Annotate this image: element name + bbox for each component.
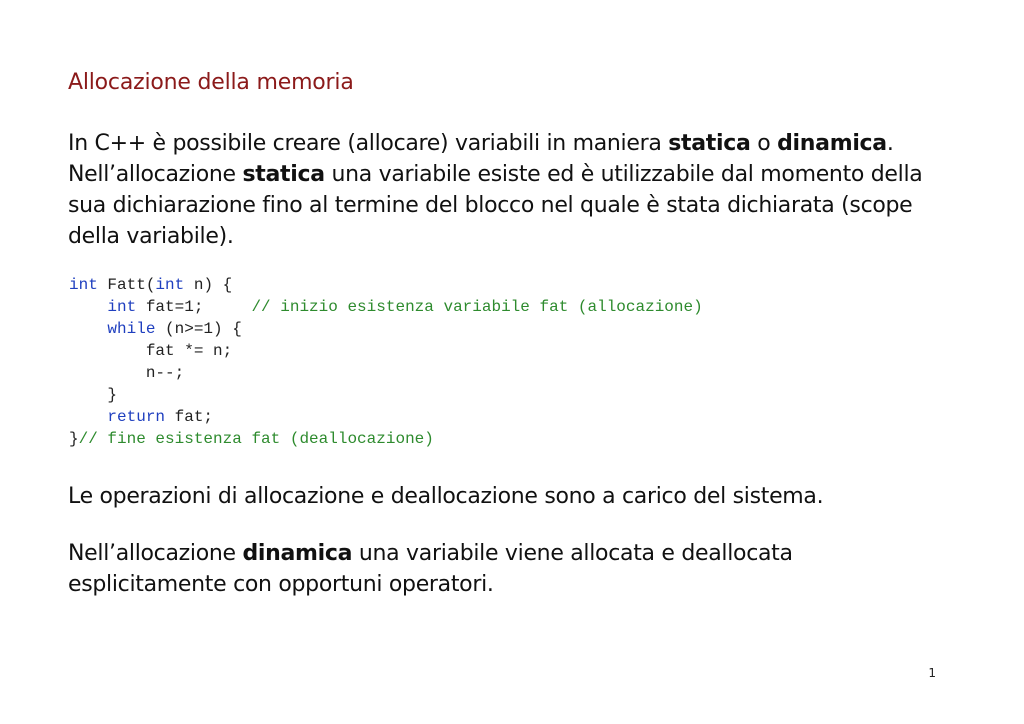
code-text: n--; bbox=[145, 364, 185, 382]
dynamic-line-1 bbox=[68, 538, 793, 569]
slide-title: Allocazione della memoria bbox=[68, 70, 354, 95]
code-line-6 bbox=[69, 386, 117, 404]
code-text: } bbox=[69, 430, 79, 448]
keyword: int bbox=[69, 276, 98, 294]
code-comment: // fine esistenza fat (deallocazione) bbox=[78, 430, 434, 448]
code-text: n) { bbox=[184, 276, 233, 294]
code-line-7 bbox=[69, 408, 213, 426]
intro-paragraph bbox=[68, 128, 922, 252]
system-paragraph: Le operazioni di allocazione e deallocazione sono a carico del sistema. bbox=[68, 484, 824, 509]
intro-line-4: della variabile). bbox=[68, 224, 234, 249]
text-run: una variabile viene allocata e deallocata bbox=[352, 541, 793, 566]
code-text: (n>=1) { bbox=[155, 320, 242, 338]
text-run: . bbox=[886, 131, 894, 156]
page-number: 1 bbox=[928, 666, 936, 680]
code-text: } bbox=[107, 386, 118, 404]
code-line-5 bbox=[69, 364, 184, 382]
code-line-8 bbox=[69, 430, 434, 448]
text-run: o bbox=[750, 131, 778, 156]
keyword: int bbox=[155, 276, 185, 294]
code-line-1 bbox=[69, 276, 232, 294]
code-line-2 bbox=[69, 298, 703, 316]
code-text: fat=1; bbox=[136, 298, 252, 316]
keyword: while bbox=[107, 320, 156, 338]
code-text: fat *= n; bbox=[145, 342, 233, 360]
text-run: Nell’allocazione bbox=[68, 541, 243, 566]
intro-line-2 bbox=[68, 159, 922, 190]
emphasis-dinamica: dinamica bbox=[242, 541, 353, 566]
text-run: In C++ è possibile creare (allocare) variabili in maniera bbox=[68, 131, 669, 156]
intro-line-3: sua dichiarazione fino al termine del blocco nel quale è stata dichiarata (scope bbox=[68, 193, 913, 218]
intro-line-1 bbox=[68, 128, 922, 159]
keyword: int bbox=[107, 298, 137, 316]
emphasis-statica: statica bbox=[668, 131, 751, 156]
dynamic-paragraph bbox=[68, 538, 793, 600]
dynamic-line-2: esplicitamente con opportuni operatori. bbox=[68, 572, 494, 597]
text-run: una variabile esiste ed è utilizzabile dal momento della bbox=[324, 162, 923, 187]
code-comment: // inizio esistenza variabile fat (allocazione) bbox=[251, 298, 703, 316]
code-text: fat; bbox=[165, 408, 214, 426]
text-run: Nell’allocazione bbox=[68, 162, 243, 187]
keyword: return bbox=[107, 408, 166, 426]
code-line-4 bbox=[69, 342, 232, 360]
emphasis-dinamica: dinamica bbox=[777, 131, 887, 156]
code-block bbox=[69, 274, 703, 450]
code-line-3 bbox=[69, 320, 242, 338]
code-text: Fatt( bbox=[97, 276, 156, 294]
emphasis-statica: statica bbox=[242, 162, 325, 187]
